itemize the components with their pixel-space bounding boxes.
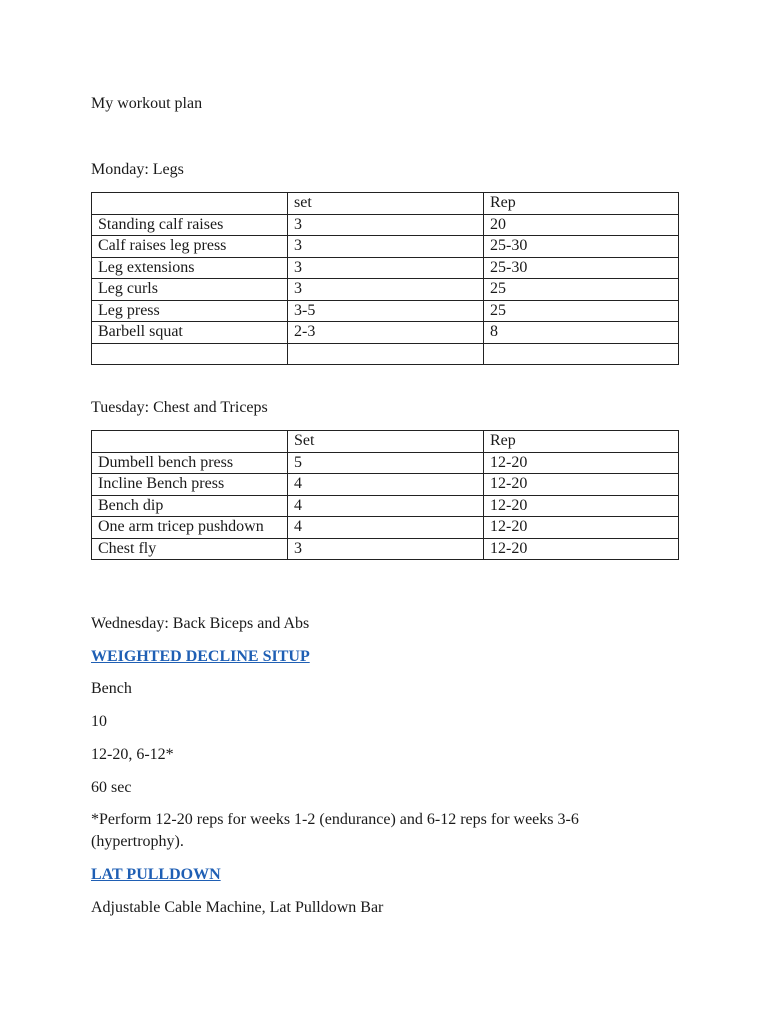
set-cell: 3 — [288, 257, 484, 279]
reps-text: 12-20, 6-12* — [91, 746, 174, 763]
rep-cell: 25 — [484, 279, 679, 301]
rep-cell — [484, 343, 679, 365]
set-cell: 3 — [288, 236, 484, 258]
exercise-cell: Calf raises leg press — [92, 236, 288, 258]
exercise-cell: Leg extensions — [92, 257, 288, 279]
table-row — [92, 495, 679, 517]
header-cell: Rep — [484, 193, 679, 215]
exercise-cell: Bench dip — [92, 495, 288, 517]
lat-pulldown-link[interactable]: LAT PULLDOWN — [91, 866, 221, 883]
table-row — [92, 322, 679, 344]
table-row — [92, 452, 679, 474]
exercise-cell: One arm tricep pushdown — [92, 517, 288, 539]
rep-cell: 25 — [484, 300, 679, 322]
exercise-cell: Standing calf raises — [92, 214, 288, 236]
exercise-cell — [92, 343, 288, 365]
set-cell: 2-3 — [288, 322, 484, 344]
set-cell: 4 — [288, 517, 484, 539]
wednesday-heading: Wednesday: Back Biceps and Abs — [91, 615, 310, 632]
table-row — [92, 214, 679, 236]
set-cell: 4 — [288, 474, 484, 496]
rep-cell: 25-30 — [484, 236, 679, 258]
weighted-decline-situp-link[interactable]: WEIGHTED DECLINE SITUP — [91, 648, 310, 665]
exercise-cell: Barbell squat — [92, 322, 288, 344]
set-cell: 3 — [288, 214, 484, 236]
table-row — [92, 257, 679, 279]
table-row — [92, 343, 679, 365]
rest-text: 60 sec — [91, 779, 132, 796]
table-row — [92, 474, 679, 496]
set-cell: 3-5 — [288, 300, 484, 322]
table-row — [92, 517, 679, 539]
exercise-cell: Leg curls — [92, 279, 288, 301]
table-row — [92, 300, 679, 322]
monday-table — [91, 192, 679, 365]
table-header-row — [92, 193, 679, 215]
exercise-cell: Leg press — [92, 300, 288, 322]
set-cell: 5 — [288, 452, 484, 474]
table-row — [92, 538, 679, 560]
reps-note: *Perform 12-20 reps for weeks 1-2 (endurance) and 6-12 reps for weeks 3-6 (hypertrophy). — [91, 811, 579, 850]
exercise-cell: Incline Bench press — [92, 474, 288, 496]
header-cell: Set — [288, 431, 484, 453]
set-cell: 4 — [288, 495, 484, 517]
rep-cell: 12-20 — [484, 474, 679, 496]
header-cell: Rep — [484, 431, 679, 453]
table-header-row — [92, 431, 679, 453]
monday-heading: Monday: Legs — [91, 161, 184, 178]
tuesday-table — [91, 430, 679, 560]
page-title: My workout plan — [91, 95, 203, 112]
exercise-cell: Chest fly — [92, 538, 288, 560]
table-row — [92, 279, 679, 301]
table-row — [92, 236, 679, 258]
tuesday-heading: Tuesday: Chest and Triceps — [91, 399, 268, 416]
set-cell — [288, 343, 484, 365]
rep-cell: 12-20 — [484, 538, 679, 560]
set-cell: 3 — [288, 538, 484, 560]
header-cell: set — [288, 193, 484, 215]
equipment-text: Bench — [91, 680, 132, 697]
rep-cell: 12-20 — [484, 452, 679, 474]
set-cell: 3 — [288, 279, 484, 301]
equipment-text: Adjustable Cable Machine, Lat Pulldown Bar — [91, 899, 384, 916]
header-cell — [92, 431, 288, 453]
sets-text: 10 — [91, 713, 107, 730]
header-cell — [92, 193, 288, 215]
exercise-cell: Dumbell bench press — [92, 452, 288, 474]
rep-cell: 12-20 — [484, 495, 679, 517]
rep-cell: 12-20 — [484, 517, 679, 539]
rep-cell: 20 — [484, 214, 679, 236]
rep-cell: 25-30 — [484, 257, 679, 279]
rep-cell: 8 — [484, 322, 679, 344]
